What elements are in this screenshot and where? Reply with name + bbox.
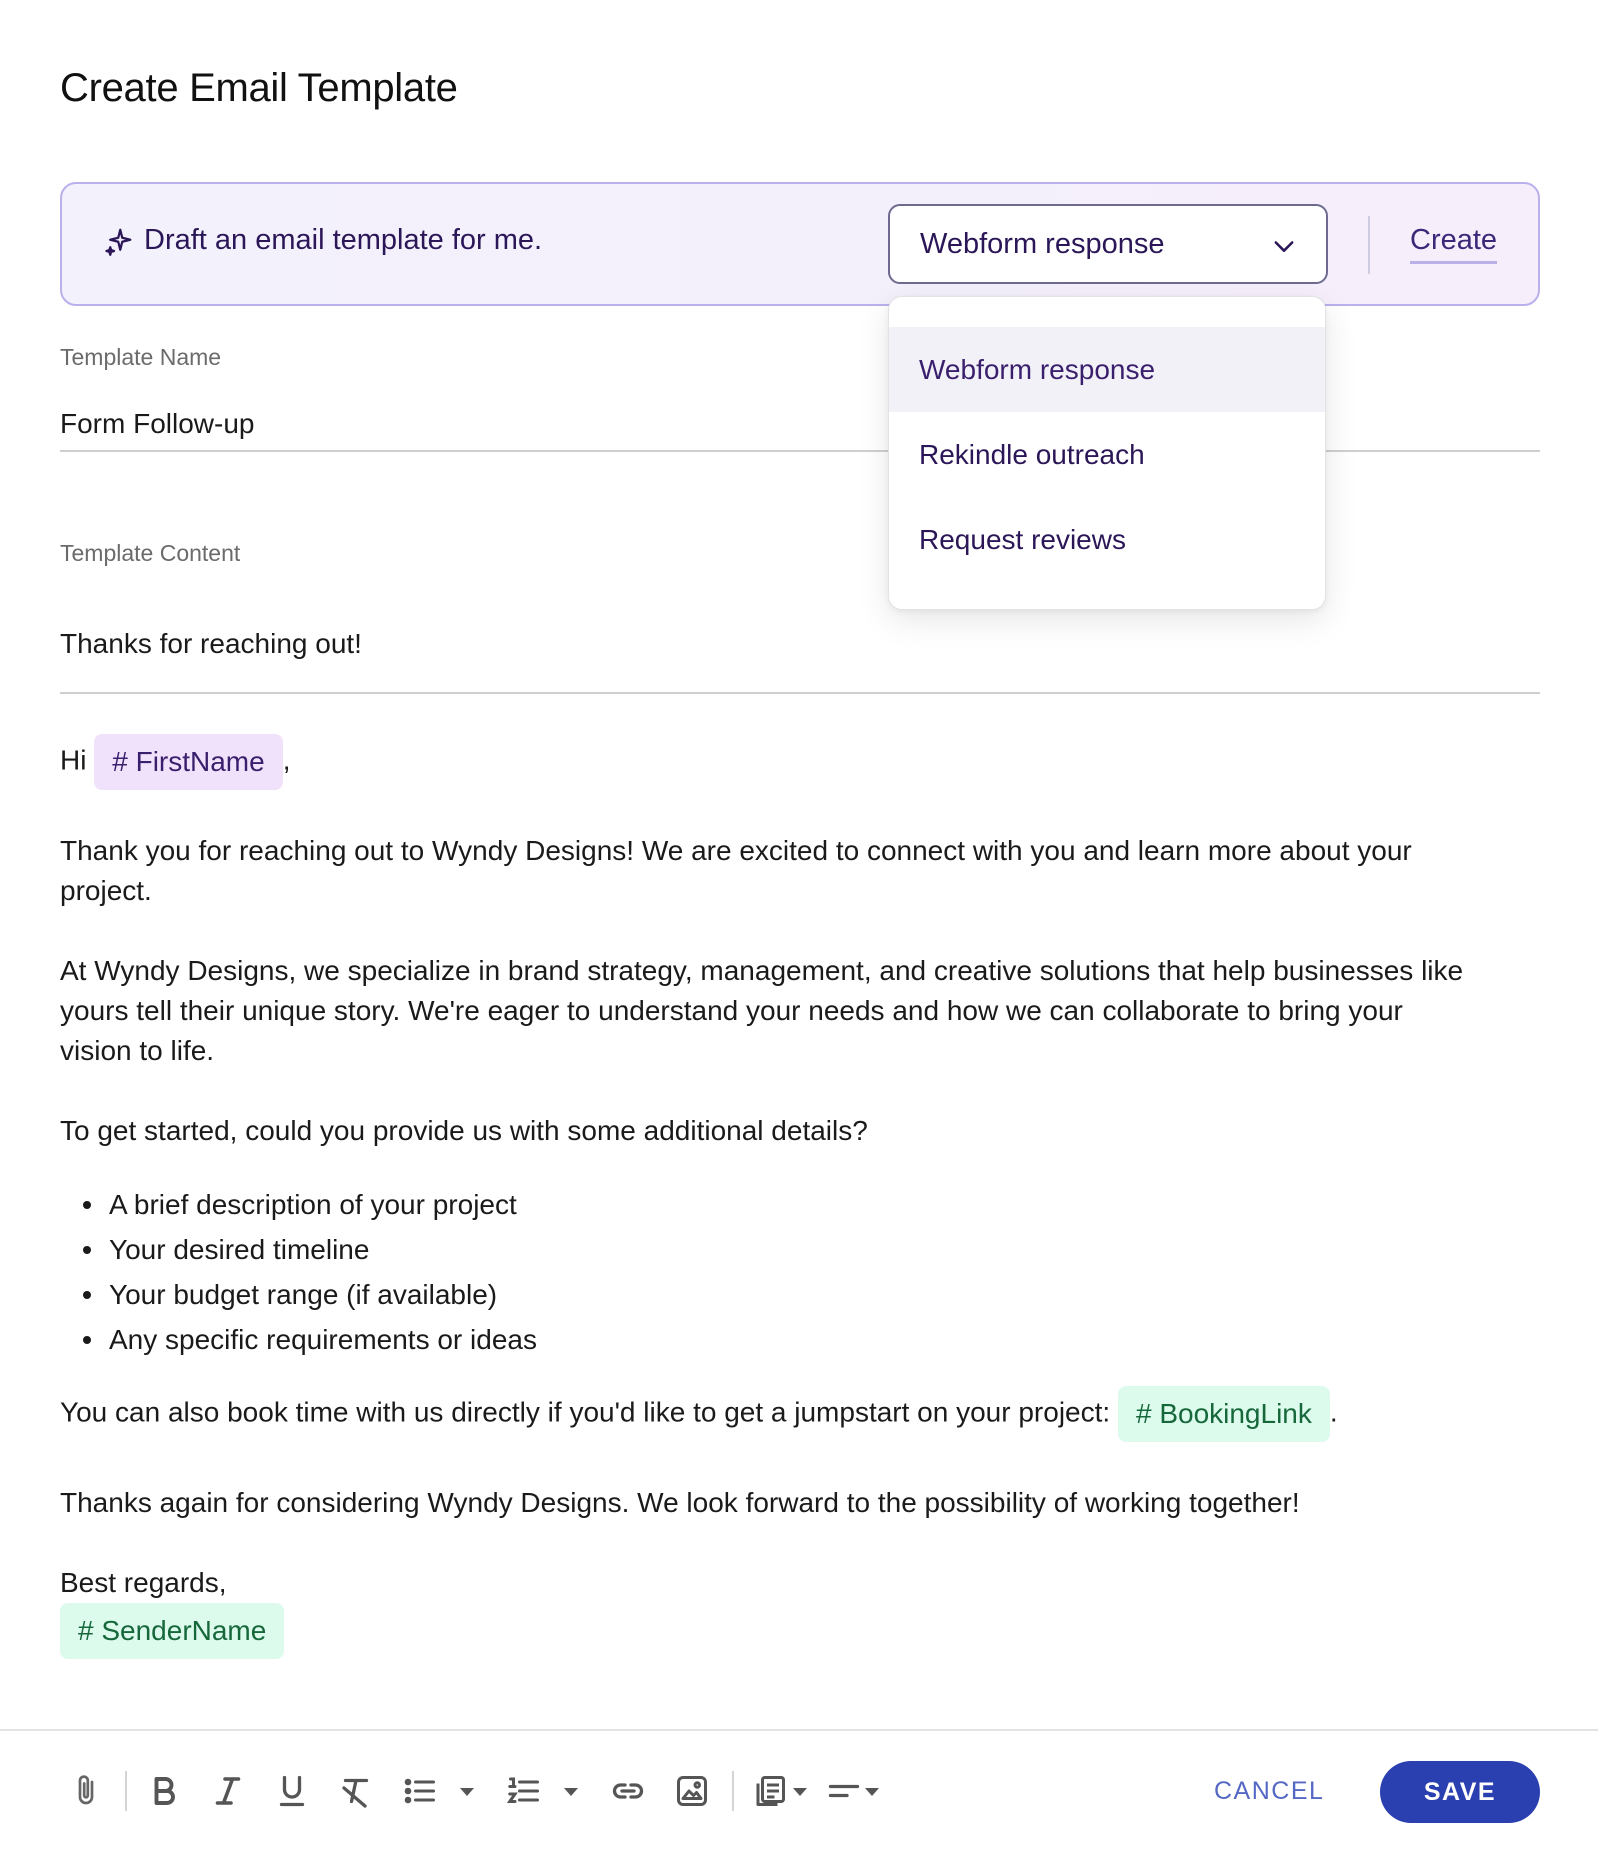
ai-bar-divider xyxy=(1368,216,1370,274)
create-button[interactable]: Create xyxy=(1410,224,1497,264)
list-item: Your budget range (if available) xyxy=(60,1272,537,1317)
cancel-button[interactable]: CANCEL xyxy=(1214,1777,1325,1805)
details-list xyxy=(60,1182,537,1362)
booking-suffix: . xyxy=(1329,1396,1338,1428)
save-button[interactable]: SAVE xyxy=(1380,1761,1540,1823)
signoff-text: Best regards, xyxy=(60,1567,227,1598)
bullet-list-icon[interactable] xyxy=(402,1773,438,1809)
align-icon[interactable] xyxy=(826,1773,862,1809)
paragraph-services: At Wyndy Designs, we specialize in brand strategy, management, and creative solutions that help businesses like yours tell their unique story. We're eager to understand your needs and how we can collaborate to bring your vision to life. xyxy=(60,955,1464,1066)
template-name-label: Template Name xyxy=(60,344,222,370)
list-item: Any specific requirements or ideas xyxy=(60,1317,537,1362)
ai-prompt-text: Draft an email template for me. xyxy=(144,224,543,256)
booking-link-tag[interactable]: # BookingLink xyxy=(1118,1386,1330,1442)
sparkle-icon xyxy=(104,226,134,256)
dropdown-option-webform[interactable]: Webform response xyxy=(889,327,1325,412)
first-name-tag[interactable]: # FirstName xyxy=(94,734,282,790)
booking-text: You can also book time with us directly if you'd like to get a jumpstart on your project: xyxy=(60,1396,1111,1428)
bold-icon[interactable] xyxy=(146,1773,182,1809)
editor-toolbar xyxy=(0,1729,1598,1850)
template-name-input[interactable]: Form Follow-up xyxy=(60,408,255,439)
list-item: A brief description of your project xyxy=(60,1182,537,1227)
numbered-list-caret-icon[interactable] xyxy=(563,1787,579,1797)
dropdown-option-reviews[interactable]: Request reviews xyxy=(919,523,1126,555)
clear-format-icon[interactable] xyxy=(338,1773,374,1809)
paragraph-booking xyxy=(60,1386,1480,1442)
bullet-list-caret-icon[interactable] xyxy=(459,1787,475,1797)
subject-underline xyxy=(60,692,1540,694)
paragraph-closing: Thanks again for considering Wyndy Designs. We look forward to the possibility of working together! xyxy=(60,1487,1300,1518)
subject-input[interactable]: Thanks for reaching out! xyxy=(60,628,362,659)
toolbar-divider xyxy=(125,1771,127,1811)
paragraph-intro: Thank you for reaching out to Wyndy Designs! We are excited to connect with you and learn more about your project. xyxy=(60,835,1412,906)
sender-name-tag[interactable]: # SenderName xyxy=(60,1603,284,1659)
ai-prompt xyxy=(104,224,542,257)
underline-icon[interactable] xyxy=(274,1773,310,1809)
greeting-line xyxy=(60,734,1480,790)
paragraph-request: To get started, could you provide us with some additional details? xyxy=(60,1115,868,1146)
dropdown-option-rekindle[interactable]: Rekindle outreach xyxy=(919,438,1145,470)
attach-icon[interactable] xyxy=(68,1773,104,1809)
numbered-list-icon[interactable] xyxy=(506,1773,542,1809)
snippet-icon[interactable] xyxy=(752,1773,788,1809)
chevron-down-icon xyxy=(1270,232,1298,260)
image-icon[interactable] xyxy=(674,1773,710,1809)
greeting-text: Hi xyxy=(60,744,87,776)
sender-line xyxy=(60,1603,1480,1659)
list-item: Your desired timeline xyxy=(60,1227,537,1272)
toolbar-divider xyxy=(732,1771,734,1811)
page-title: Create Email Template xyxy=(60,66,458,110)
template-type-dropdown xyxy=(888,296,1326,610)
ai-draft-bar xyxy=(60,182,1540,306)
align-caret-icon[interactable] xyxy=(864,1787,880,1797)
italic-icon[interactable] xyxy=(210,1773,246,1809)
snippet-caret-icon[interactable] xyxy=(792,1787,808,1797)
template-type-select[interactable] xyxy=(888,204,1328,284)
greeting-suffix: , xyxy=(282,744,291,776)
template-content-label: Template Content xyxy=(60,540,241,566)
template-type-value: Webform response xyxy=(920,227,1165,260)
link-icon[interactable] xyxy=(610,1773,646,1809)
